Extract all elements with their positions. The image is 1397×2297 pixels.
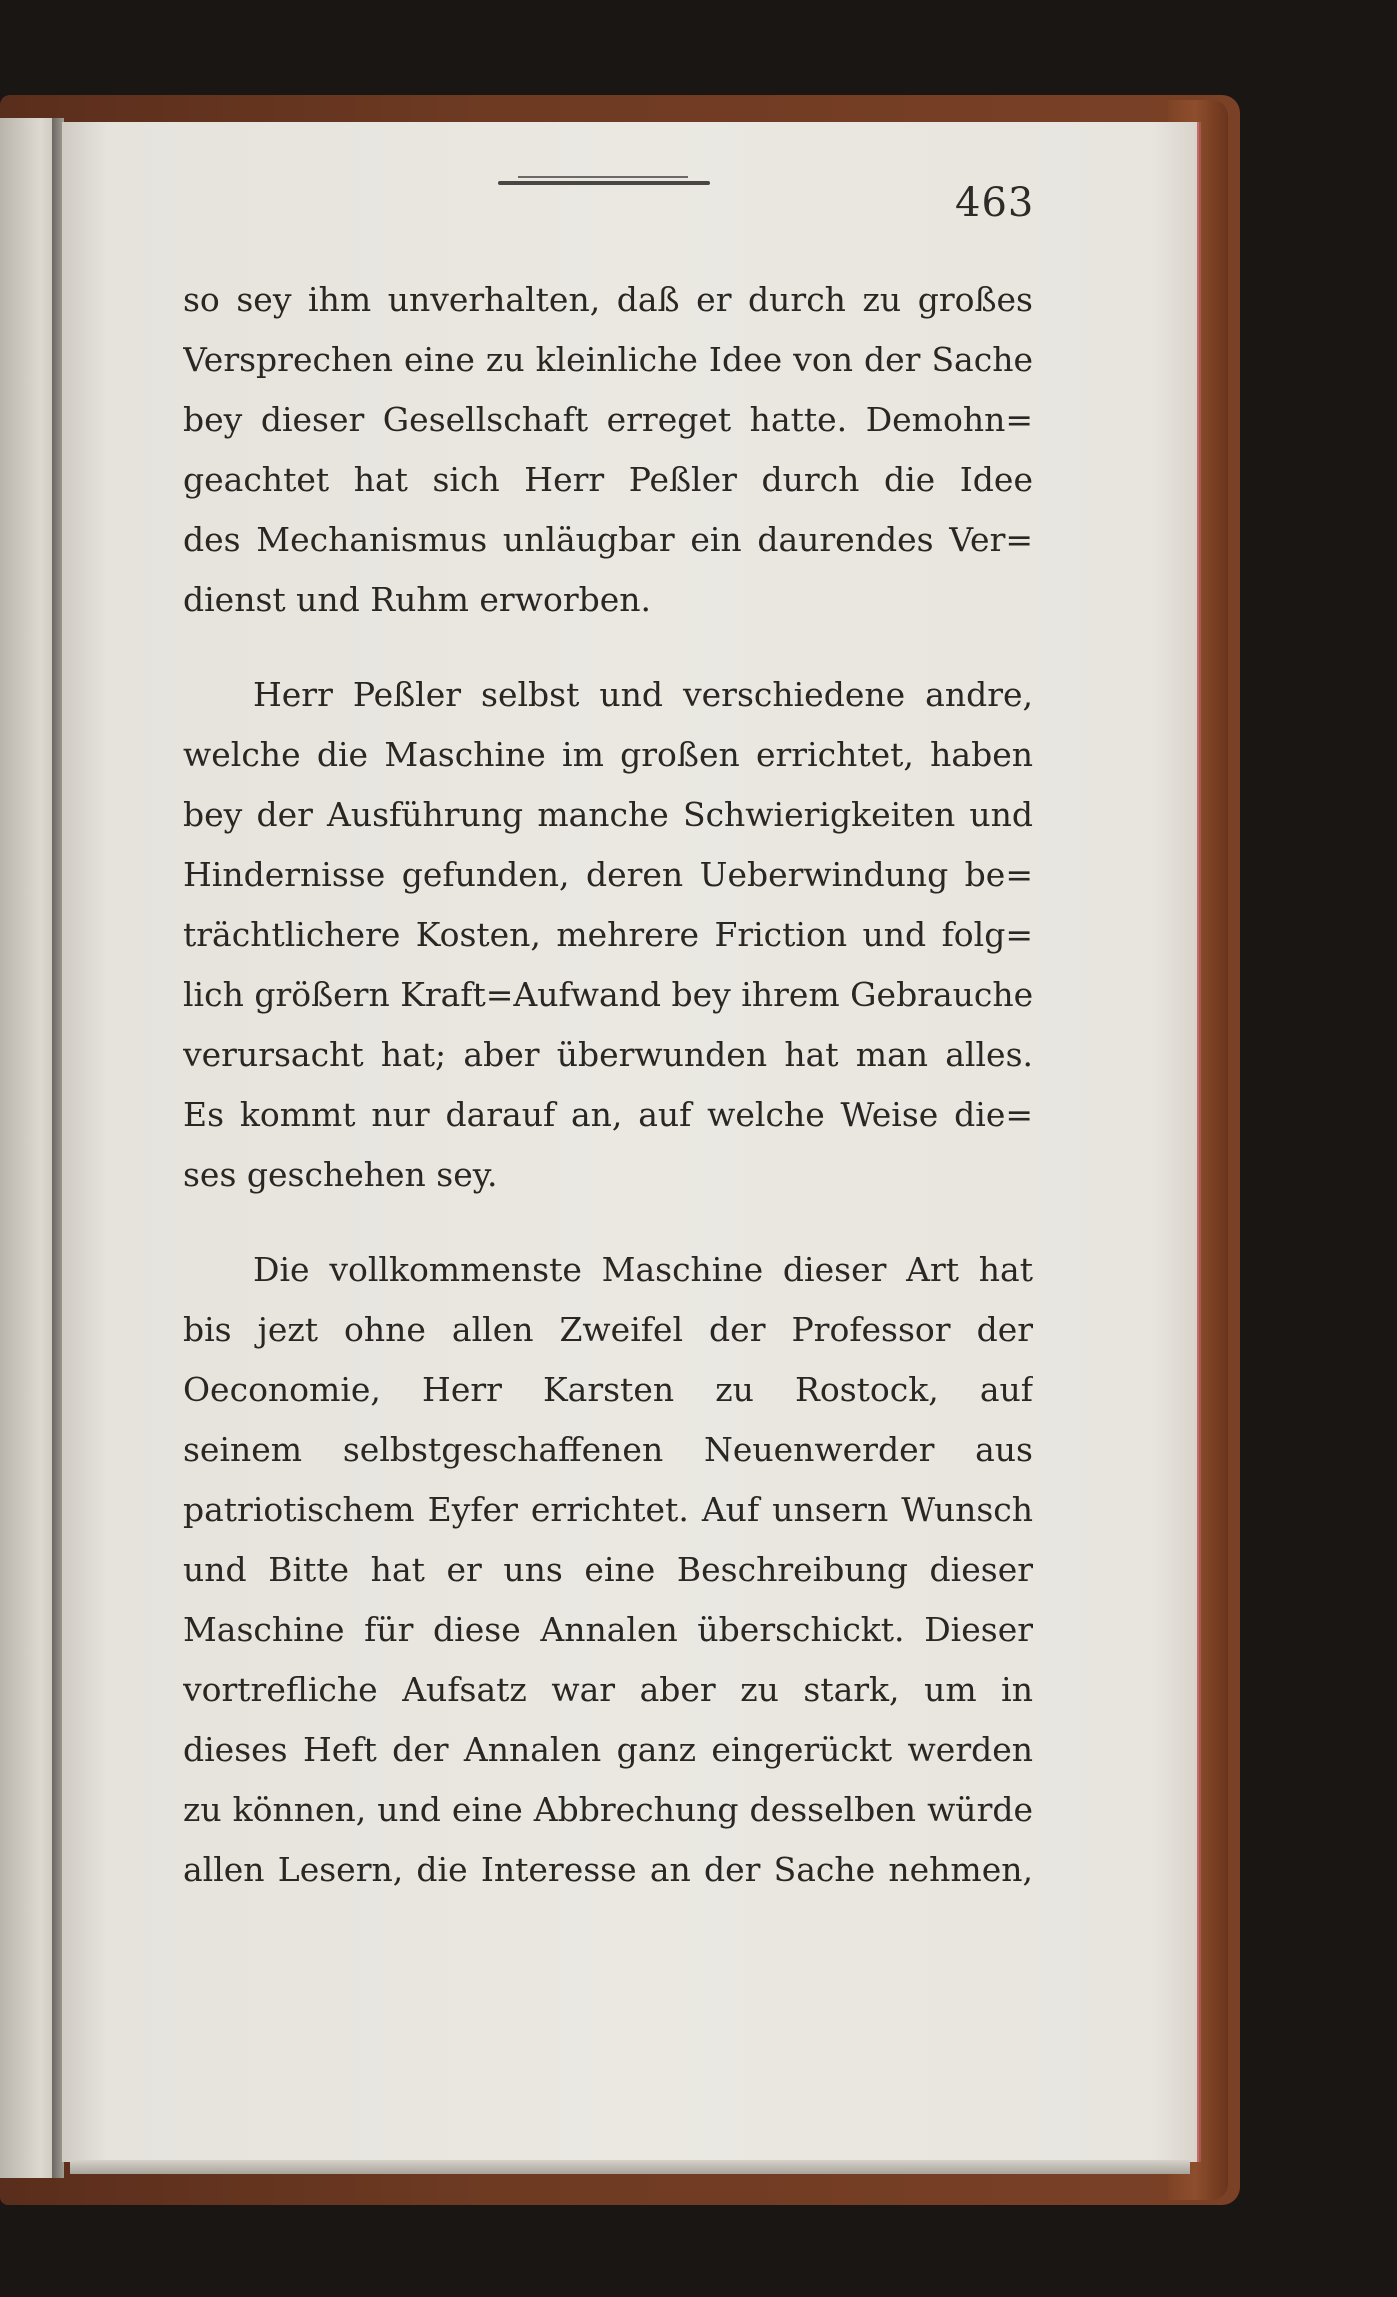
text-line: vortrefliche Aufsatz war aber zu stark, um in — [183, 1670, 1033, 1709]
text-line: bey der Ausführung manche Schwierigkeiten und — [183, 795, 1033, 834]
text-line: geachtet hat sich Herr Peßler durch die Idee — [183, 460, 1033, 499]
text-line: Oeconomie, Herr Karsten zu Rostock, auf — [183, 1370, 1033, 1409]
text-line: bey dieser Gesellschaft erreget hatte. Demohn= — [183, 400, 1033, 439]
text-line: Maschine für diese Annalen überschickt. Dieser — [183, 1610, 1033, 1649]
text-line: Die vollkommenste Maschine dieser Art hat — [253, 1250, 1033, 1289]
text-line: seinem selbstgeschaffenen Neuenwerder aus — [183, 1430, 1033, 1469]
text-line: Versprechen eine zu kleinliche Idee von der Sache — [183, 340, 1033, 379]
text-line: Es kommt nur darauf an, auf welche Weise die= — [183, 1095, 1033, 1134]
text-line: zu können, und eine Abbrechung desselben würde — [183, 1790, 1033, 1829]
text-line: so sey ihm unverhalten, daß er durch zu großes — [183, 280, 1033, 319]
page-number: 463 — [955, 180, 1035, 226]
previous-page-edge — [0, 118, 58, 2178]
text-line: allen Lesern, die Interesse an der Sache nehmen, — [183, 1850, 1033, 1889]
text-line: Hindernisse gefunden, deren Ueberwindung be= — [183, 855, 1033, 894]
text-line: ses geschehen sey. — [183, 1155, 498, 1194]
text-line: welche die Maschine im großen errichtet, haben — [183, 735, 1033, 774]
text-line: des Mechanismus unläugbar ein daurendes Ver= — [183, 520, 1033, 559]
paragraph-2 — [183, 665, 1033, 1205]
text-line: dieses Heft der Annalen ganz eingerückt werden — [183, 1730, 1033, 1769]
text-line: patriotischem Eyfer errichtet. Auf unsern Wunsch — [183, 1490, 1033, 1529]
header-ornament-rule — [518, 176, 688, 178]
text-line: lich größern Kraft=Aufwand bey ihrem Gebrauche — [183, 975, 1033, 1014]
text-line: dienst und Ruhm erworben. — [183, 580, 651, 619]
text-line: verursacht hat; aber überwunden hat man alles. — [183, 1035, 1033, 1074]
text-line: trächtlichere Kosten, mehrere Friction und folg= — [183, 915, 1033, 954]
text-line: bis jezt ohne allen Zweifel der Professor der — [183, 1310, 1033, 1349]
text-line: Herr Peßler selbst und verschiedene andre, — [253, 675, 1033, 714]
page-text — [183, 270, 1033, 1900]
paragraph-1 — [183, 270, 1033, 630]
page-bottom-edge — [70, 2160, 1190, 2174]
paragraph-3 — [183, 1240, 1033, 1900]
header-rule — [498, 181, 710, 185]
text-line: und Bitte hat er uns eine Beschreibung dieser — [183, 1550, 1033, 1589]
